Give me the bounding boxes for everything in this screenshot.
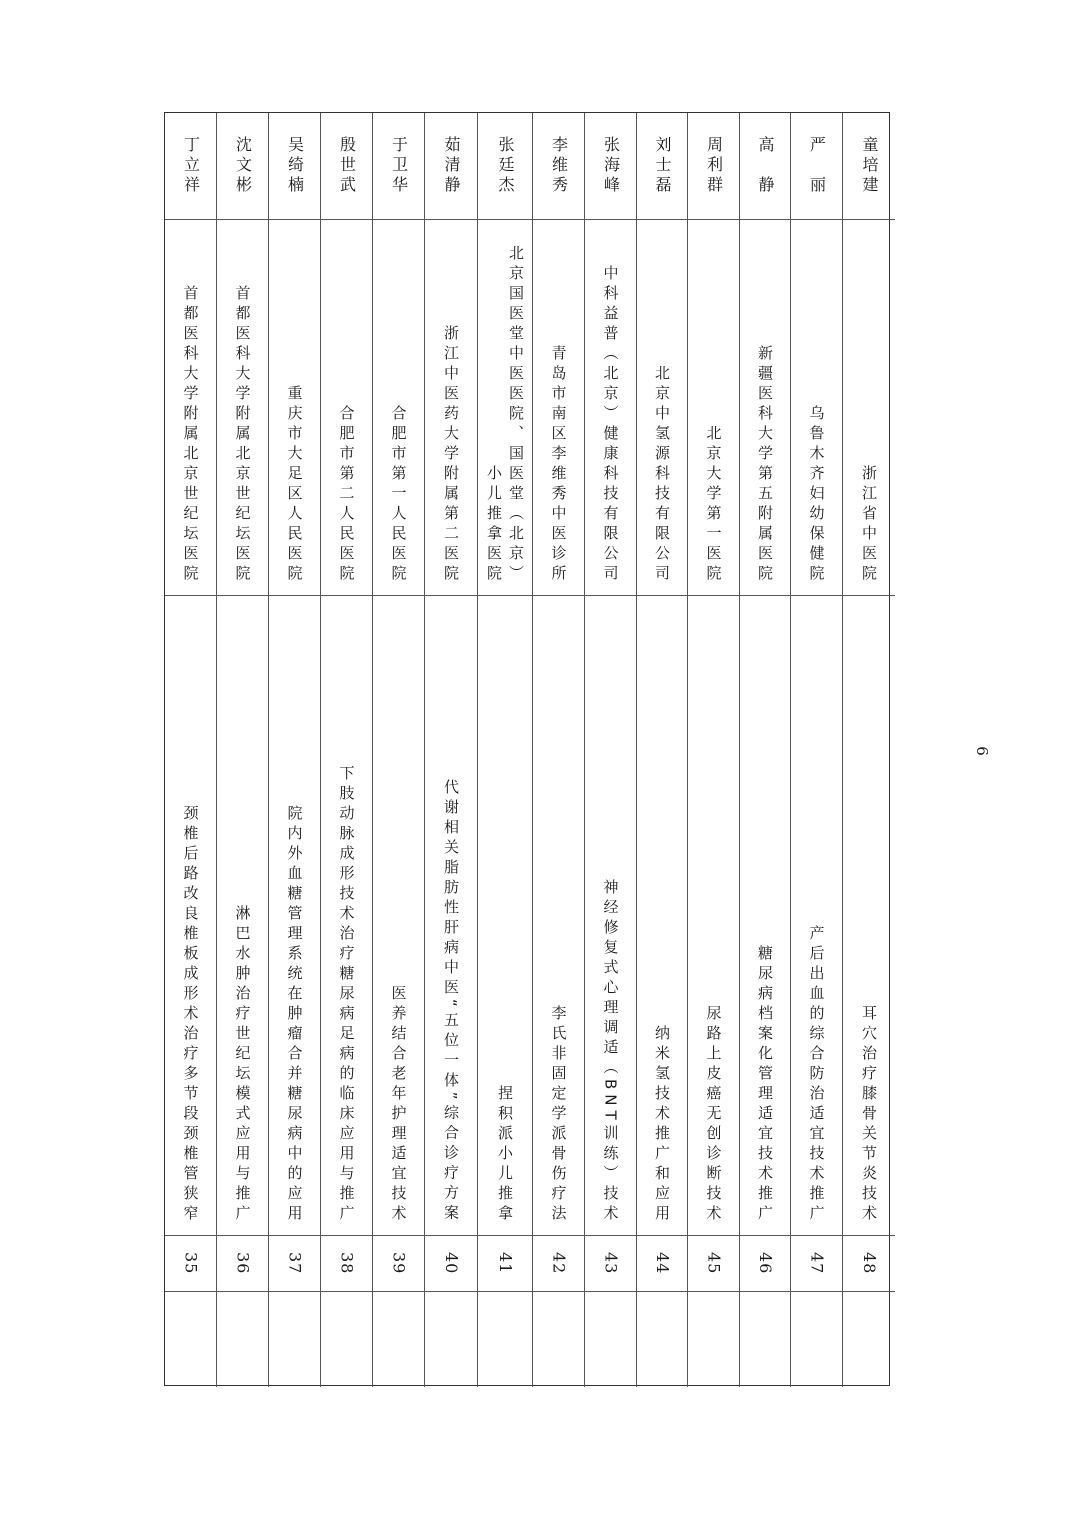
remarks-cell bbox=[843, 1291, 895, 1387]
technology-cell bbox=[740, 596, 790, 1236]
table-row bbox=[321, 113, 373, 1387]
row-number-cell bbox=[217, 1236, 268, 1292]
institution-cell bbox=[533, 219, 584, 596]
person-cell bbox=[478, 113, 532, 220]
institution-text: 青岛市南区李维秀中医诊所 bbox=[549, 345, 568, 585]
technology-cell bbox=[321, 596, 372, 1236]
table-row bbox=[165, 113, 217, 1387]
institution-cell bbox=[585, 219, 636, 596]
row-number-cell bbox=[165, 1236, 216, 1292]
institution-cell bbox=[217, 219, 268, 596]
technology-cell bbox=[688, 596, 739, 1236]
technology-cell-text: 颈椎后路改良椎板成形术治疗多节段颈椎管狭窄 bbox=[181, 805, 200, 1225]
row-number-cell bbox=[740, 1236, 790, 1292]
technology-cell bbox=[165, 596, 216, 1236]
remarks-cell bbox=[478, 1291, 532, 1387]
institution-cell bbox=[269, 219, 320, 596]
person-cell bbox=[269, 113, 320, 220]
row-number-cell bbox=[321, 1236, 372, 1292]
row-number-cell-text: 46 bbox=[756, 1252, 775, 1275]
institution-text: 首都医科大学附属北京世纪坛医院 bbox=[181, 285, 200, 585]
table-row bbox=[269, 113, 321, 1387]
technology-cell bbox=[269, 596, 320, 1236]
person-cell-text: 周利群 bbox=[704, 136, 724, 196]
person-cell bbox=[425, 113, 477, 220]
row-number-cell-text: 47 bbox=[807, 1252, 827, 1275]
remarks-cell bbox=[373, 1291, 424, 1387]
person-cell bbox=[740, 113, 790, 220]
technology-cell bbox=[843, 596, 895, 1236]
person-cell bbox=[791, 113, 842, 220]
technology-cell-text: 李氏非固定学派骨伤疗法 bbox=[549, 1005, 568, 1225]
row-number-cell-text: 48 bbox=[860, 1252, 879, 1275]
page-number: 6 bbox=[973, 746, 991, 756]
institution-text: 首都医科大学附属北京世纪坛医院 bbox=[233, 285, 252, 585]
person-cell-text: 丁立祥 bbox=[181, 136, 201, 196]
person-cell bbox=[165, 113, 216, 220]
row-number-cell bbox=[269, 1236, 320, 1292]
person-cell bbox=[585, 113, 636, 220]
person-cell-text: 沈文彬 bbox=[233, 136, 253, 196]
table-row bbox=[843, 113, 895, 1387]
remarks-cell bbox=[217, 1291, 268, 1387]
row-number-cell bbox=[843, 1236, 895, 1292]
technology-cell-text: 耳穴治疗膝骨关节炎技术 bbox=[860, 1005, 878, 1225]
institution-text: 乌鲁木齐妇幼保健院 bbox=[807, 405, 826, 585]
person-cell bbox=[637, 113, 687, 220]
remarks-cell bbox=[321, 1291, 372, 1387]
person-cell bbox=[321, 113, 372, 220]
person-cell-text: 于卫华 bbox=[389, 136, 409, 196]
person-cell bbox=[533, 113, 584, 220]
technology-cell bbox=[425, 596, 477, 1236]
technology-cell bbox=[373, 596, 424, 1236]
technology-cell bbox=[478, 596, 532, 1236]
technology-table bbox=[164, 112, 890, 1386]
technology-cell-text: 下肢动脉成形技术治疗糖尿病足病的临床应用与推广 bbox=[337, 765, 356, 1225]
row-number-cell-text: 38 bbox=[337, 1252, 357, 1275]
remarks-cell bbox=[533, 1291, 584, 1387]
institution-cell bbox=[165, 219, 216, 596]
row-number-cell-text: 42 bbox=[549, 1252, 569, 1275]
table-row bbox=[533, 113, 585, 1387]
remarks-cell bbox=[637, 1291, 687, 1387]
remarks-cell bbox=[688, 1291, 739, 1387]
institution-text: 合肥市第一人民医院 bbox=[389, 405, 408, 585]
table-row bbox=[688, 113, 740, 1387]
technology-cell bbox=[217, 596, 268, 1236]
person-cell-text: 高 静 bbox=[756, 136, 775, 196]
row-number-cell-text: 37 bbox=[285, 1252, 305, 1275]
row-number-cell bbox=[478, 1236, 532, 1292]
technology-cell-text: 淋巴水肿治疗世纪坛模式应用与推广 bbox=[233, 905, 252, 1225]
row-number-cell-text: 39 bbox=[389, 1252, 409, 1275]
technology-cell-text: 纳米氢技术推广和应用 bbox=[653, 1025, 671, 1225]
person-cell bbox=[688, 113, 739, 220]
row-number-cell-text: 41 bbox=[496, 1252, 515, 1275]
person-cell-text: 茹清静 bbox=[442, 136, 461, 196]
remarks-cell bbox=[585, 1291, 636, 1387]
institution-text-line2: 小儿推拿医院 bbox=[485, 465, 503, 585]
person-cell-text: 张海峰 bbox=[601, 136, 621, 196]
row-number-cell-text: 36 bbox=[233, 1252, 253, 1275]
row-number-cell-text: 35 bbox=[181, 1252, 201, 1275]
person-cell-text: 殷世武 bbox=[337, 136, 357, 196]
institution-text: 新疆医科大学第五附属医院 bbox=[756, 345, 774, 585]
technology-cell-text: 代谢相关脂肪性肝病中医“五位一体”综合诊疗方案 bbox=[442, 779, 460, 1225]
table-row bbox=[425, 113, 478, 1387]
institution-text: 北京国医堂中医医院、国医堂（北京） bbox=[507, 245, 525, 585]
row-number-cell-text: 43 bbox=[601, 1252, 621, 1275]
table-row bbox=[478, 113, 533, 1387]
table-row bbox=[373, 113, 425, 1387]
institution-cell bbox=[843, 219, 895, 596]
technology-cell-text: 院内外血糖管理系统在肿瘤合并糖尿病中的应用 bbox=[285, 805, 304, 1225]
technology-cell-text: 医养结合老年护理适宜技术 bbox=[389, 985, 408, 1225]
institution-cell bbox=[321, 219, 372, 596]
institution-text: 中科益普（北京）健康科技有限公司 bbox=[601, 265, 620, 585]
row-number-cell-text: 45 bbox=[704, 1252, 724, 1275]
technology-cell-text: 产后出血的综合防治适宜技术推广 bbox=[807, 925, 826, 1225]
table-row bbox=[740, 113, 791, 1387]
institution-text: 北京中氢源科技有限公司 bbox=[653, 365, 671, 585]
technology-cell-text: 尿路上皮癌无创诊断技术 bbox=[704, 1005, 723, 1225]
institution-text: 浙江省中医院 bbox=[860, 465, 878, 585]
institution-cell bbox=[373, 219, 424, 596]
row-number-cell bbox=[791, 1236, 842, 1292]
technology-cell-text: 捏积派小儿推拿 bbox=[496, 1085, 514, 1225]
row-number-cell bbox=[425, 1236, 477, 1292]
technology-cell bbox=[585, 596, 636, 1236]
person-cell-text: 童培建 bbox=[860, 136, 879, 196]
institution-text: 浙江中医药大学附属第二医院 bbox=[442, 325, 460, 585]
remarks-cell bbox=[165, 1291, 216, 1387]
technology-cell bbox=[533, 596, 584, 1236]
institution-cell bbox=[478, 219, 532, 596]
remarks-cell bbox=[740, 1291, 790, 1387]
institution-text: 重庆市大足区人民医院 bbox=[285, 385, 304, 585]
row-number-cell-text: 44 bbox=[653, 1252, 672, 1275]
person-cell bbox=[217, 113, 268, 220]
remarks-cell bbox=[425, 1291, 477, 1387]
table-row bbox=[637, 113, 688, 1387]
institution-cell bbox=[740, 219, 790, 596]
institution-cell bbox=[425, 219, 477, 596]
institution-cell bbox=[637, 219, 687, 596]
remarks-cell bbox=[791, 1291, 842, 1387]
row-number-cell-text: 40 bbox=[442, 1252, 461, 1275]
row-number-cell bbox=[637, 1236, 687, 1292]
row-number-cell bbox=[373, 1236, 424, 1292]
row-number-cell bbox=[585, 1236, 636, 1292]
person-cell-text: 刘士磊 bbox=[653, 136, 672, 196]
technology-cell-text: 糖尿病档案化管理适宜技术推广 bbox=[756, 945, 774, 1225]
table-row bbox=[217, 113, 269, 1387]
person-cell-text: 张廷杰 bbox=[496, 136, 515, 196]
row-number-cell bbox=[533, 1236, 584, 1292]
table-row bbox=[791, 113, 843, 1387]
table-row bbox=[585, 113, 637, 1387]
person-cell bbox=[843, 113, 895, 220]
row-number-cell bbox=[688, 1236, 739, 1292]
person-cell-text: 李维秀 bbox=[549, 136, 569, 196]
technology-cell bbox=[637, 596, 687, 1236]
institution-cell bbox=[791, 219, 842, 596]
institution-text: 北京大学第一医院 bbox=[704, 425, 723, 585]
person-cell-text: 严 丽 bbox=[807, 136, 827, 196]
technology-cell-text: 神经修复式心理调适（BNT训练）技术 bbox=[601, 879, 620, 1225]
institution-cell bbox=[688, 219, 739, 596]
person-cell bbox=[373, 113, 424, 220]
technology-cell bbox=[791, 596, 842, 1236]
remarks-cell bbox=[269, 1291, 320, 1387]
institution-text: 合肥市第二人民医院 bbox=[337, 405, 356, 585]
person-cell-text: 吴绮楠 bbox=[285, 136, 305, 196]
